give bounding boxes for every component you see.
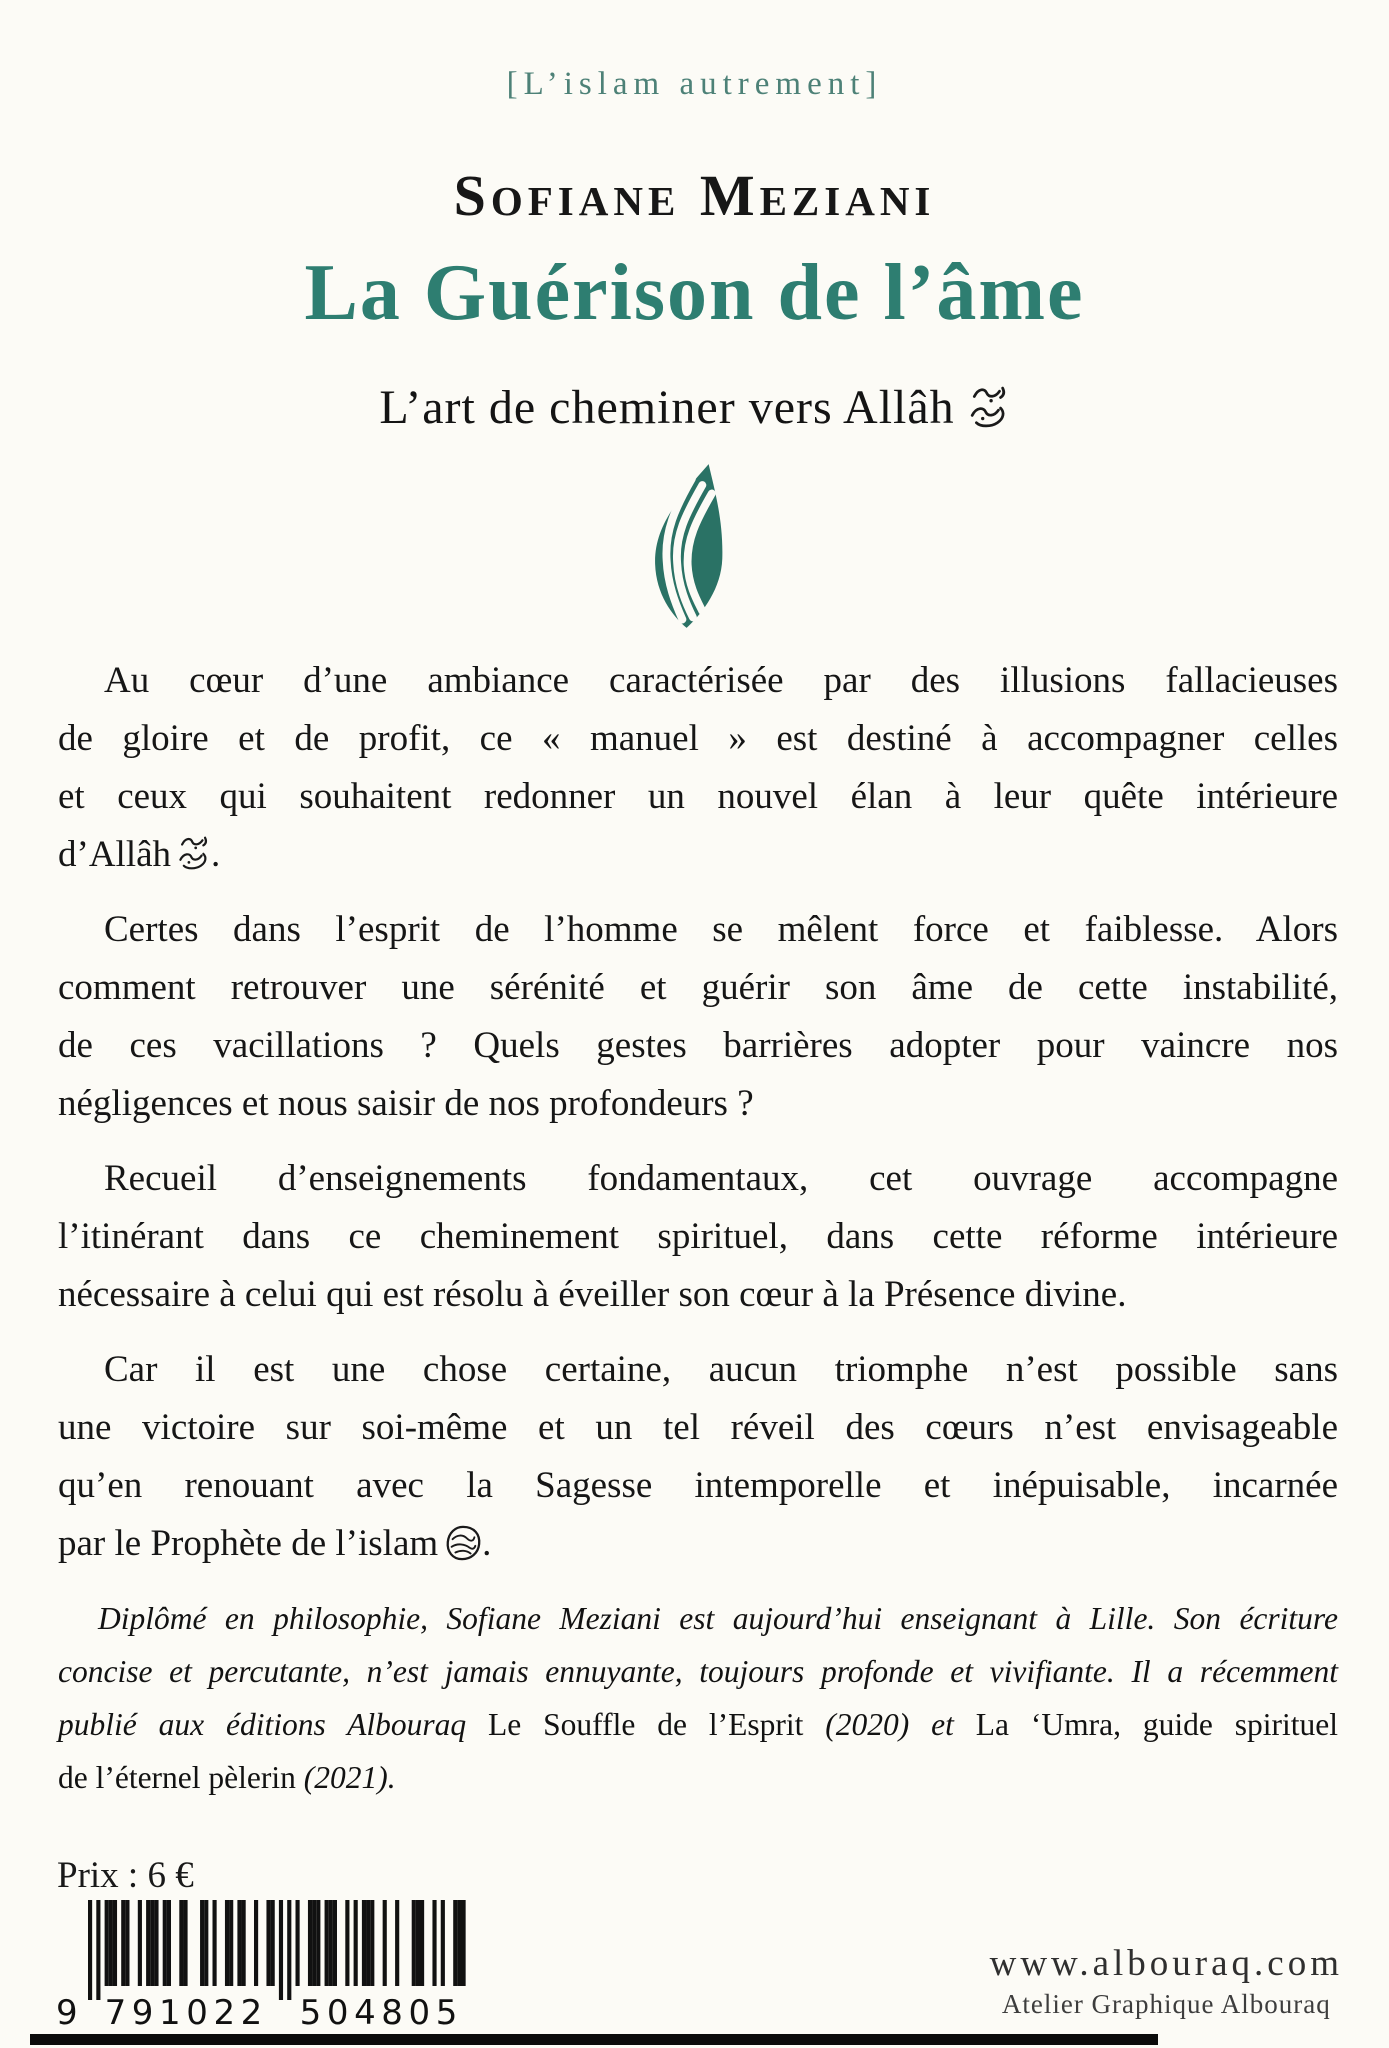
bio-text-line xyxy=(58,1751,1338,1804)
synopsis-text xyxy=(58,652,1338,1590)
text-line: de gloire et de profit, ce « manuel » est destiné à accompagner celles xyxy=(58,718,1338,759)
azza-wa-jall-calligraphy-icon xyxy=(171,826,211,884)
bio-text-line xyxy=(58,1698,1338,1751)
bio-text-line xyxy=(58,1645,1338,1698)
text-line: Certes dans l’esprit de l’homme se mêlent force et faiblesse. Alors xyxy=(104,909,1338,950)
bio-text-segment: de l’éternel pèlerin xyxy=(58,1760,304,1795)
bio-text-segment: (2020) xyxy=(825,1707,910,1742)
bio-text-segment: La ‘Umra, guide spirituel xyxy=(975,1707,1339,1742)
text-line: négligences et nous saisir de nos profondeurs ? xyxy=(58,1083,754,1124)
price-label: Prix : 6 € xyxy=(57,1855,194,1896)
svg-text:791022: 791022 xyxy=(104,1993,263,2032)
bio-text-segment: Le Souffle de l’Esprit xyxy=(488,1707,826,1742)
azza-wa-jall-calligraphy-icon xyxy=(968,380,1010,435)
saws-calligraphy-icon xyxy=(438,1515,482,1573)
ean13-barcode xyxy=(52,1900,488,2037)
synopsis-paragraph xyxy=(58,1341,1338,1573)
svg-text:9: 9 xyxy=(56,1993,78,2032)
bio-text-segment: (2021). xyxy=(303,1760,396,1795)
svg-text:504805: 504805 xyxy=(299,1993,458,2032)
author-bio xyxy=(58,1592,1338,1804)
synopsis-paragraph xyxy=(58,901,1338,1133)
text-line: nécessaire à celui qui est résolu à éveiller son cœur à la Présence divine. xyxy=(58,1274,1127,1315)
text-line: Car il est une chose certaine, aucun triomphe n’est possible sans xyxy=(104,1349,1338,1390)
publisher-imprint: Atelier Graphique Albouraq xyxy=(1001,1989,1331,2019)
text-line: Au cœur d’une ambiance caractérisée par des illusions fallacieuses xyxy=(104,660,1338,701)
text-line: par le Prophète de l’islam . xyxy=(58,1515,1338,1573)
text-line: qu’en renouant avec la Sagesse intemporelle et inépuisable, incarnée xyxy=(58,1465,1338,1506)
bio-text-line xyxy=(58,1592,1338,1645)
synopsis-paragraph xyxy=(58,1150,1338,1324)
book-subtitle xyxy=(0,380,1389,435)
bottom-scan-bar xyxy=(30,2034,1158,2045)
text-line: Recueil d’enseignements fondamentaux, cet ouvrage accompagne xyxy=(104,1158,1338,1199)
text-line: d’Allâh . xyxy=(58,826,1338,884)
author-name: Sofiane Meziani xyxy=(453,163,936,228)
bio-text-segment: concise et percutante, n’est jamais ennuyante, toujours profonde et vivifiante. Il a récemment xyxy=(58,1654,1338,1689)
collection-label: [L’islam autrement] xyxy=(506,66,883,102)
text-line: et ceux qui souhaitent redonner un nouvel élan à leur quête intérieure xyxy=(58,776,1338,817)
bio-text-segment: Diplômé en philosophie, Sofiane Meziani est aujourd’hui enseignant à Lille. Son écriture xyxy=(98,1601,1338,1636)
book-title: La Guérison de l’âme xyxy=(304,249,1085,337)
text-line: de ces vacillations ? Quels gestes barrières adopter pour vaincre nos xyxy=(58,1025,1338,1066)
publisher-website: www.albouraq.com xyxy=(989,1943,1343,1984)
bio-text-segment: et xyxy=(909,1707,976,1742)
synopsis-paragraph xyxy=(58,652,1338,884)
text-line: une victoire sur soi-même et un tel réveil des cœurs n’est envisageable xyxy=(58,1407,1338,1448)
text-line: comment retrouver une sérénité et guérir son âme de cette instabilité, xyxy=(58,967,1338,1008)
subtitle-text: L’art de cheminer vers Allâh xyxy=(379,381,955,434)
bio-text-segment: publié aux éditions Albouraq xyxy=(58,1707,489,1742)
publisher-block xyxy=(990,1942,1343,2020)
albouraq-flame-logo xyxy=(637,462,753,635)
text-line: l’itinérant dans ce cheminement spirituel, dans cette réforme intérieure xyxy=(58,1216,1338,1257)
